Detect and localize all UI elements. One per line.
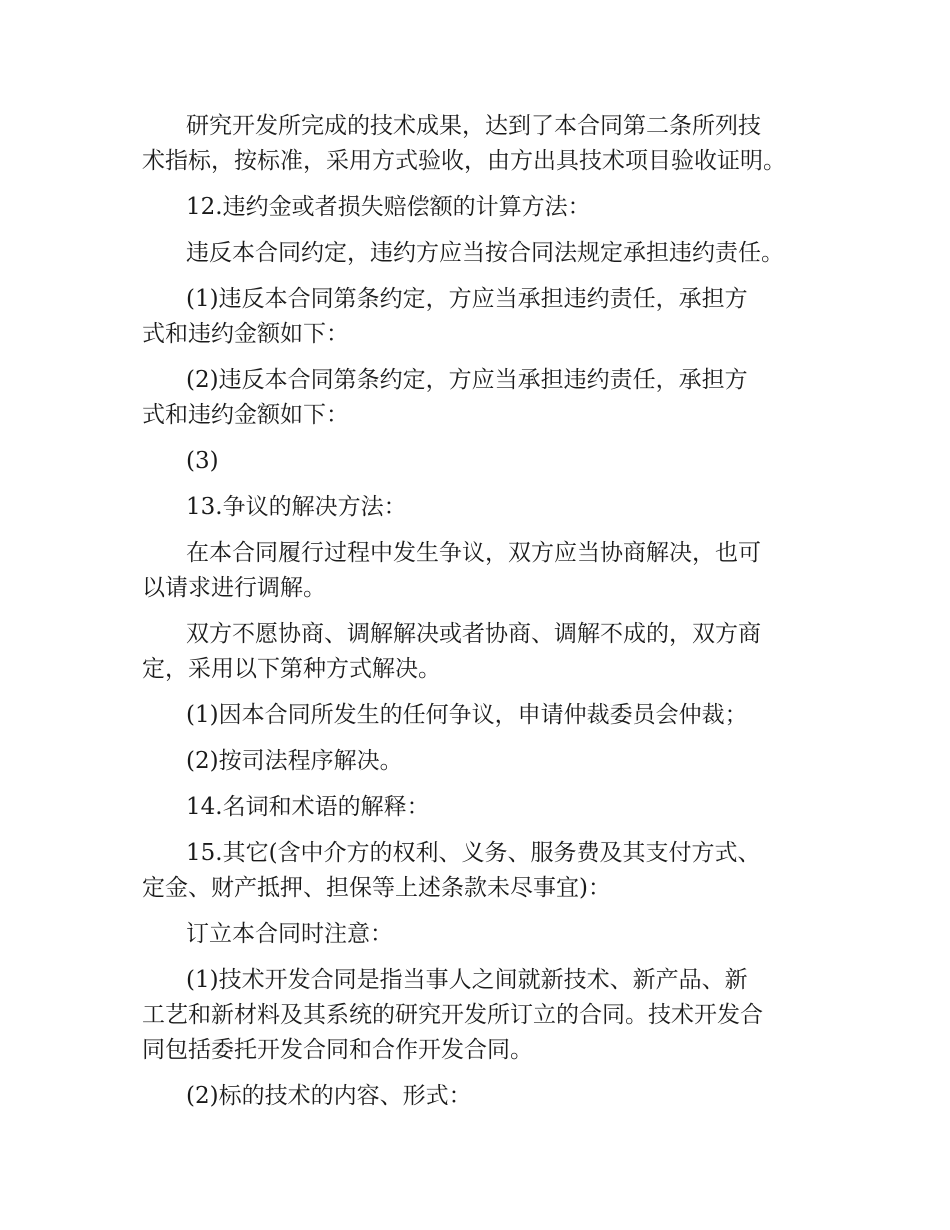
paragraph-dispute-resolution-choice: 双方不愿协商、调解解决或者协商、调解不成的，双方商 定，采用以下第种方式解决。 xyxy=(142,621,761,682)
paragraph-note-1: (1)技术开发合同是指当事人之间就新技术、新产品、新 工艺和新材料及其系统的研究开发所订立的合同。技术开发合 同包括委托开发合同和合作开发合同。 xyxy=(142,967,763,1063)
paragraph-acceptance: 研究开发所完成的技术成果，达到了本合同第二条所列技 术指标，按标准，采用方式验收，由方出具技术项目验收证明。 xyxy=(142,113,786,174)
paragraph-other-heading: 15.其它(含中介方的权利、义务、服务费及其支付方式、 定金、财产抵押、担保等上述条款未尽事宜)： xyxy=(142,840,761,901)
paragraph-penalty-heading: 12.违约金或者损失赔偿额的计算方法： xyxy=(186,194,591,220)
paragraph-dispute-negotiation: 在本合同履行过程中发生争议，双方应当协商解决，也可 以请求进行调解。 xyxy=(142,540,761,601)
paragraph-breach-item-2: (2)违反本合同第条约定，方应当承担违约责任，承担方 式和违约金额如下： xyxy=(142,367,748,428)
paragraph-breach-item-3: (3) xyxy=(186,448,219,474)
paragraph-note-2: (2)标的技术的内容、形式： xyxy=(186,1083,472,1109)
document-body xyxy=(142,109,832,1125)
paragraph-arbitration-option: (1)因本合同所发生的任何争议，申请仲裁委员会仲裁； xyxy=(186,702,748,728)
paragraph-judicial-option: (2)按司法程序解决。 xyxy=(186,748,403,774)
paragraph-dispute-heading: 13.争议的解决方法： xyxy=(186,494,407,520)
paragraph-breach-item-1: (1)违反本合同第条约定，方应当承担违约责任，承担方 式和违约金额如下： xyxy=(142,286,748,347)
paragraph-breach-liability: 违反本合同约定，违约方应当按合同法规定承担违约责任。 xyxy=(186,240,784,266)
paragraph-terms-heading: 14.名词和术语的解释： xyxy=(186,794,430,820)
paragraph-notes-heading: 订立本合同时注意： xyxy=(186,921,393,947)
